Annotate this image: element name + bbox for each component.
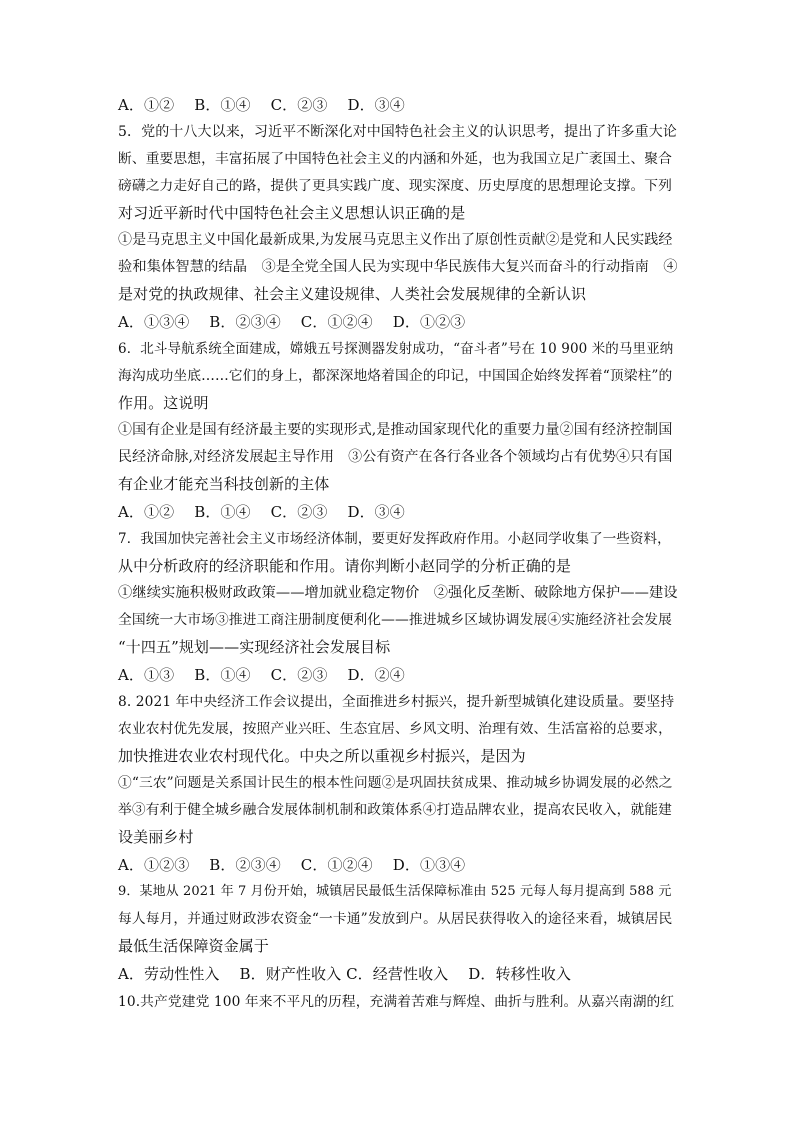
q9-stem-line-2: 每人每月，并通过财政涉农资金“一卡通”发放到户。从居民获得收入的途径来看，城镇居民 xyxy=(118,911,673,927)
q5-stem-line-1: 5．党的十八大以来，习近平不断深化对中国特色社会主义的认识思考，提出了许多重大论 xyxy=(118,124,677,140)
q5-stem-line-4: 对习近平新时代中国特色社会主义思想认识正确的是 xyxy=(118,204,466,222)
q6-statements-2: 民经济命脉,对经济发展起主导作用 ③公有资产在各行各业各个领域均占有优势④只有国 xyxy=(118,449,673,465)
q8-stem-line-2: 农业农村优先发展，按照产业兴旺、生态宜居、乡风文明、治理有效、生活富裕的总要求， xyxy=(118,721,673,737)
q9-options: A．劳动性性入 B．财产性收入 C．经营性收入 D．转移性收入 xyxy=(118,965,571,983)
q10-stem-line-1: 10.共产党建党 100 年来不平凡的历程，充满着苦难与辉煌、曲折与胜利。从嘉兴南湖的红 xyxy=(118,994,675,1010)
q5-statements-2: 验和集体智慧的结晶 ③是全党全国人民为实现中华民族伟大复兴而奋斗的行动指南 ④ xyxy=(118,259,678,275)
q5-options: A．①③④ B．②③④ C．①②④ D．①②③ xyxy=(118,313,466,331)
q7-stem-line-1: 7．我国加快完善社会主义市场经济体制，要更好发挥政府作用。小赵同学收集了一些资料， xyxy=(118,531,671,547)
q7-statements-3: “十四五”规划——实现经济社会发展目标 xyxy=(118,638,391,656)
q9-stem-line-1: 9．某地从 2021 年 7 月份开始，城镇居民最低生活保障标准由 525 元每人每月提高到 588 元 xyxy=(118,884,672,899)
q6-options: A．①② B．①④ C．②③ D．③④ xyxy=(118,503,405,521)
q6-statements-3: 有企业才能充当科技创新的主体 xyxy=(118,475,330,493)
q9-stem-line-3: 最低生活保障资金属于 xyxy=(118,937,270,955)
q7-statements-2: 全国统一大市场③推进工商注册制度便利化——推进城乡区域协调发展④实施经济社会发展 xyxy=(118,612,673,628)
q6-stem-line-1: 6．北斗导航系统全面建成，嫦娥五号探测器发射成功，“奋斗者”号在 10 900 米的马里亚纳 xyxy=(118,341,674,357)
q8-stem-line-3: 加快推进农业农村现代化。中央之所以重视乡村振兴，是因为 xyxy=(118,747,526,765)
q5-stem-line-3: 磅礴之力走好自己的路，提供了更具实践广度、现实深度、历史厚度的思想理论支撑。下列 xyxy=(118,178,673,194)
q4-options: A．①② B．①④ C．②③ D．③④ xyxy=(118,96,405,114)
q8-statements-3: 设美丽乡村 xyxy=(118,828,194,846)
q6-statements-1: ①国有企业是国有经济最主要的实现形式,是推动国家现代化的重要力量②国有经济控制国 xyxy=(118,422,673,438)
q7-stem-line-2: 从中分析政府的经济职能和作用。请你判断小赵同学的分析正确的是 xyxy=(118,557,572,575)
q5-stem-line-2: 断、重要思想，丰富拓展了中国特色社会主义的内涵和外延，也为我国立足广袤国土、聚合 xyxy=(118,151,673,167)
q7-statements-1: ①继续实施积极财政政策——增加就业稳定物价 ②强化反垄断、破除地方保护——建设 xyxy=(118,585,678,601)
q8-stem-line-1: 8. 2021 年中央经济工作会议提出，全面推进乡村振兴，提升新型城镇化建设质量。要坚持 xyxy=(118,694,675,710)
q8-statements-1: ①“三农”问题是关系国计民生的根本性问题②是巩固扶贫成果、推动城乡协调发展的必然之 xyxy=(118,775,673,791)
q8-statements-2: 举③有利于健全城乡融合发展体制机制和政策体系④打造品牌农业，提高农民收入，就能建 xyxy=(118,802,673,818)
q7-options: A．①③ B．①④ C．②③ D．②④ xyxy=(118,666,405,684)
q8-options: A．①②③ B．②③④ C．①②④ D．①③④ xyxy=(118,856,466,874)
q6-stem-line-3: 作用。这说明 xyxy=(118,394,209,412)
q5-statements-3: 是对党的执政规律、社会主义建设规律、人类社会发展规律的全新认识 xyxy=(118,285,587,303)
q6-stem-line-2: 海沟成功坐底……它们的身上，都深深地烙着国企的印记，中国国企始终发挥着“顶梁柱”的 xyxy=(118,368,673,384)
q5-statements-1: ①是马克思主义中国化最新成果,为发展马克思主义作出了原创性贡献②是党和人民实践经 xyxy=(118,232,673,248)
